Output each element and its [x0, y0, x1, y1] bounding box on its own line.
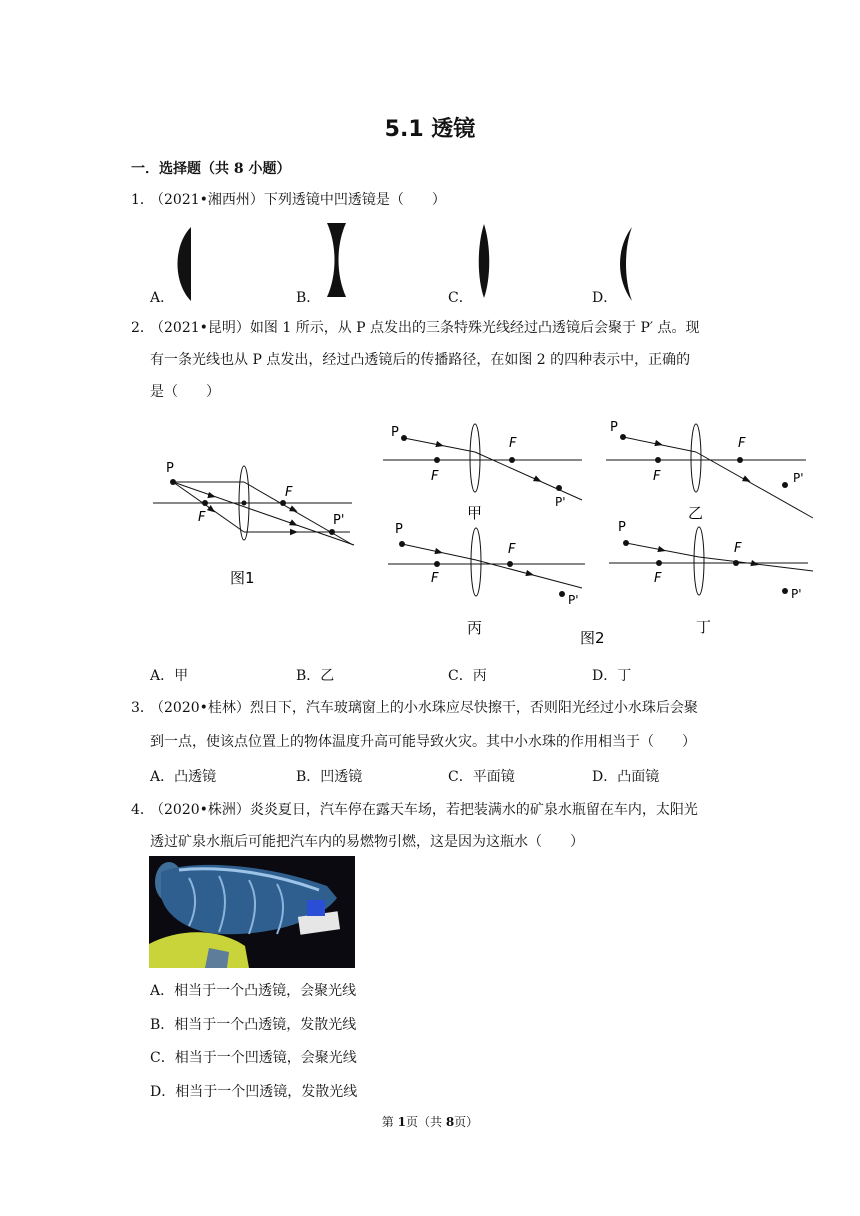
option-b: B．	[296, 290, 321, 306]
option-b: B．凹透镜	[296, 769, 363, 785]
question-number: 4．	[131, 802, 154, 818]
page-footer	[0, 1113, 860, 1130]
focus-label: F	[431, 571, 439, 586]
biconvex-lens-shape	[479, 224, 490, 298]
footer-text: 页）	[454, 1115, 479, 1129]
figure-1-caption: 图1	[230, 569, 255, 587]
option-a: A．甲	[150, 668, 189, 684]
image-point-label: P'	[555, 495, 566, 509]
focus-label: F	[654, 571, 662, 586]
question-text-line: 到一点，使该点位置上的物体温度升高可能导致火灾。其中小水珠的作用相当于（ ）	[150, 734, 696, 750]
option-d: D．	[592, 290, 618, 306]
panel-label: 甲	[467, 504, 483, 522]
point-p-label: P	[618, 520, 626, 535]
point-p-label: P	[395, 522, 403, 537]
question-text-line: 透过矿泉水瓶后可能把汽车内的易燃物引燃，这是因为这瓶水（ ）	[150, 834, 584, 850]
water-bottle-image	[149, 856, 355, 968]
image-point-label: P'	[333, 513, 345, 528]
question-text-line: （2020•株洲）炎炎夏日，汽车停在露天车场，若把装满水的矿泉水瓶留在车内，太阳光	[150, 802, 698, 818]
question-text: （2021•湘西州）下列透镜中凹透镜是（ ）	[150, 192, 446, 208]
image-point-label: P'	[791, 587, 802, 601]
option-a: A．凸透镜	[150, 769, 217, 785]
question-number: 2．	[131, 320, 154, 336]
focus-label: F	[734, 541, 742, 556]
section-heading: 一．选择题（共 8 小题）	[131, 161, 291, 177]
total-pages: 8	[445, 1115, 455, 1129]
option-d: D．凸面镜	[592, 769, 660, 785]
option-d: D．相当于一个凹透镜，发散光线	[150, 1084, 358, 1100]
question-number: 3．	[131, 700, 154, 716]
focus-label: F	[653, 469, 661, 484]
question-2-figures	[0, 400, 860, 660]
plano-convex-lens-shape	[178, 227, 192, 301]
lens-shapes	[0, 0, 860, 320]
figure-1	[153, 466, 354, 545]
question-text-line: （2020•桂林）烈日下，汽车玻璃窗上的小水珠应尽快擦干，否则阳光经过小水珠后会聚	[150, 700, 698, 716]
panel-label: 乙	[688, 504, 704, 522]
panel-label: 丁	[696, 618, 712, 636]
page-title: 5.1 透镜	[384, 117, 476, 142]
question-number: 1．	[131, 192, 154, 208]
panel-yi	[606, 424, 813, 518]
point-p-label: P	[610, 420, 618, 435]
page-number: 1	[397, 1115, 406, 1129]
option-a: A．相当于一个凸透镜，会聚光线	[150, 983, 357, 999]
panel-jia	[383, 424, 582, 500]
focus-label: F	[198, 510, 206, 525]
concave-lens-shape	[327, 223, 346, 297]
focus-label: F	[431, 469, 439, 484]
question-text-line: （2021•昆明）如图 1 所示，从 P 点发出的三条特殊光线经过凸透镜后会聚于 P′ 点。现	[150, 320, 700, 336]
option-c: C．	[448, 290, 473, 306]
meniscus-lens-shape	[620, 227, 632, 301]
water-bottle-photo	[149, 856, 355, 968]
option-c: C．相当于一个凹透镜，会聚光线	[150, 1050, 357, 1066]
image-point-label: P'	[568, 593, 579, 607]
option-c: C．丙	[448, 668, 487, 684]
point-p-label: P	[166, 461, 174, 476]
option-a: A．	[150, 290, 175, 306]
option-b: B．相当于一个凸透镜，发散光线	[150, 1017, 357, 1033]
question-text-line: 有一条光线也从 P 点发出，经过凸透镜后的传播路径，在如图 2 的四种表示中，正确的	[150, 352, 691, 368]
panel-label: 丙	[467, 619, 483, 637]
focus-label: F	[285, 485, 293, 500]
question-text-line: 是（ ）	[150, 384, 220, 400]
figure-2-caption: 图2	[580, 629, 605, 647]
focus-label: F	[738, 436, 746, 451]
panel-ding	[609, 527, 813, 595]
image-point-label: P'	[793, 471, 804, 485]
focus-label: F	[508, 542, 516, 557]
point-p-label: P	[391, 425, 399, 440]
option-d: D．丁	[592, 668, 632, 684]
footer-text: 第	[381, 1115, 398, 1129]
option-c: C．平面镜	[448, 769, 515, 785]
panel-bing	[388, 528, 585, 596]
footer-text: 页（共	[405, 1115, 446, 1129]
option-b: B．乙	[296, 668, 335, 684]
focus-label: F	[509, 436, 517, 451]
